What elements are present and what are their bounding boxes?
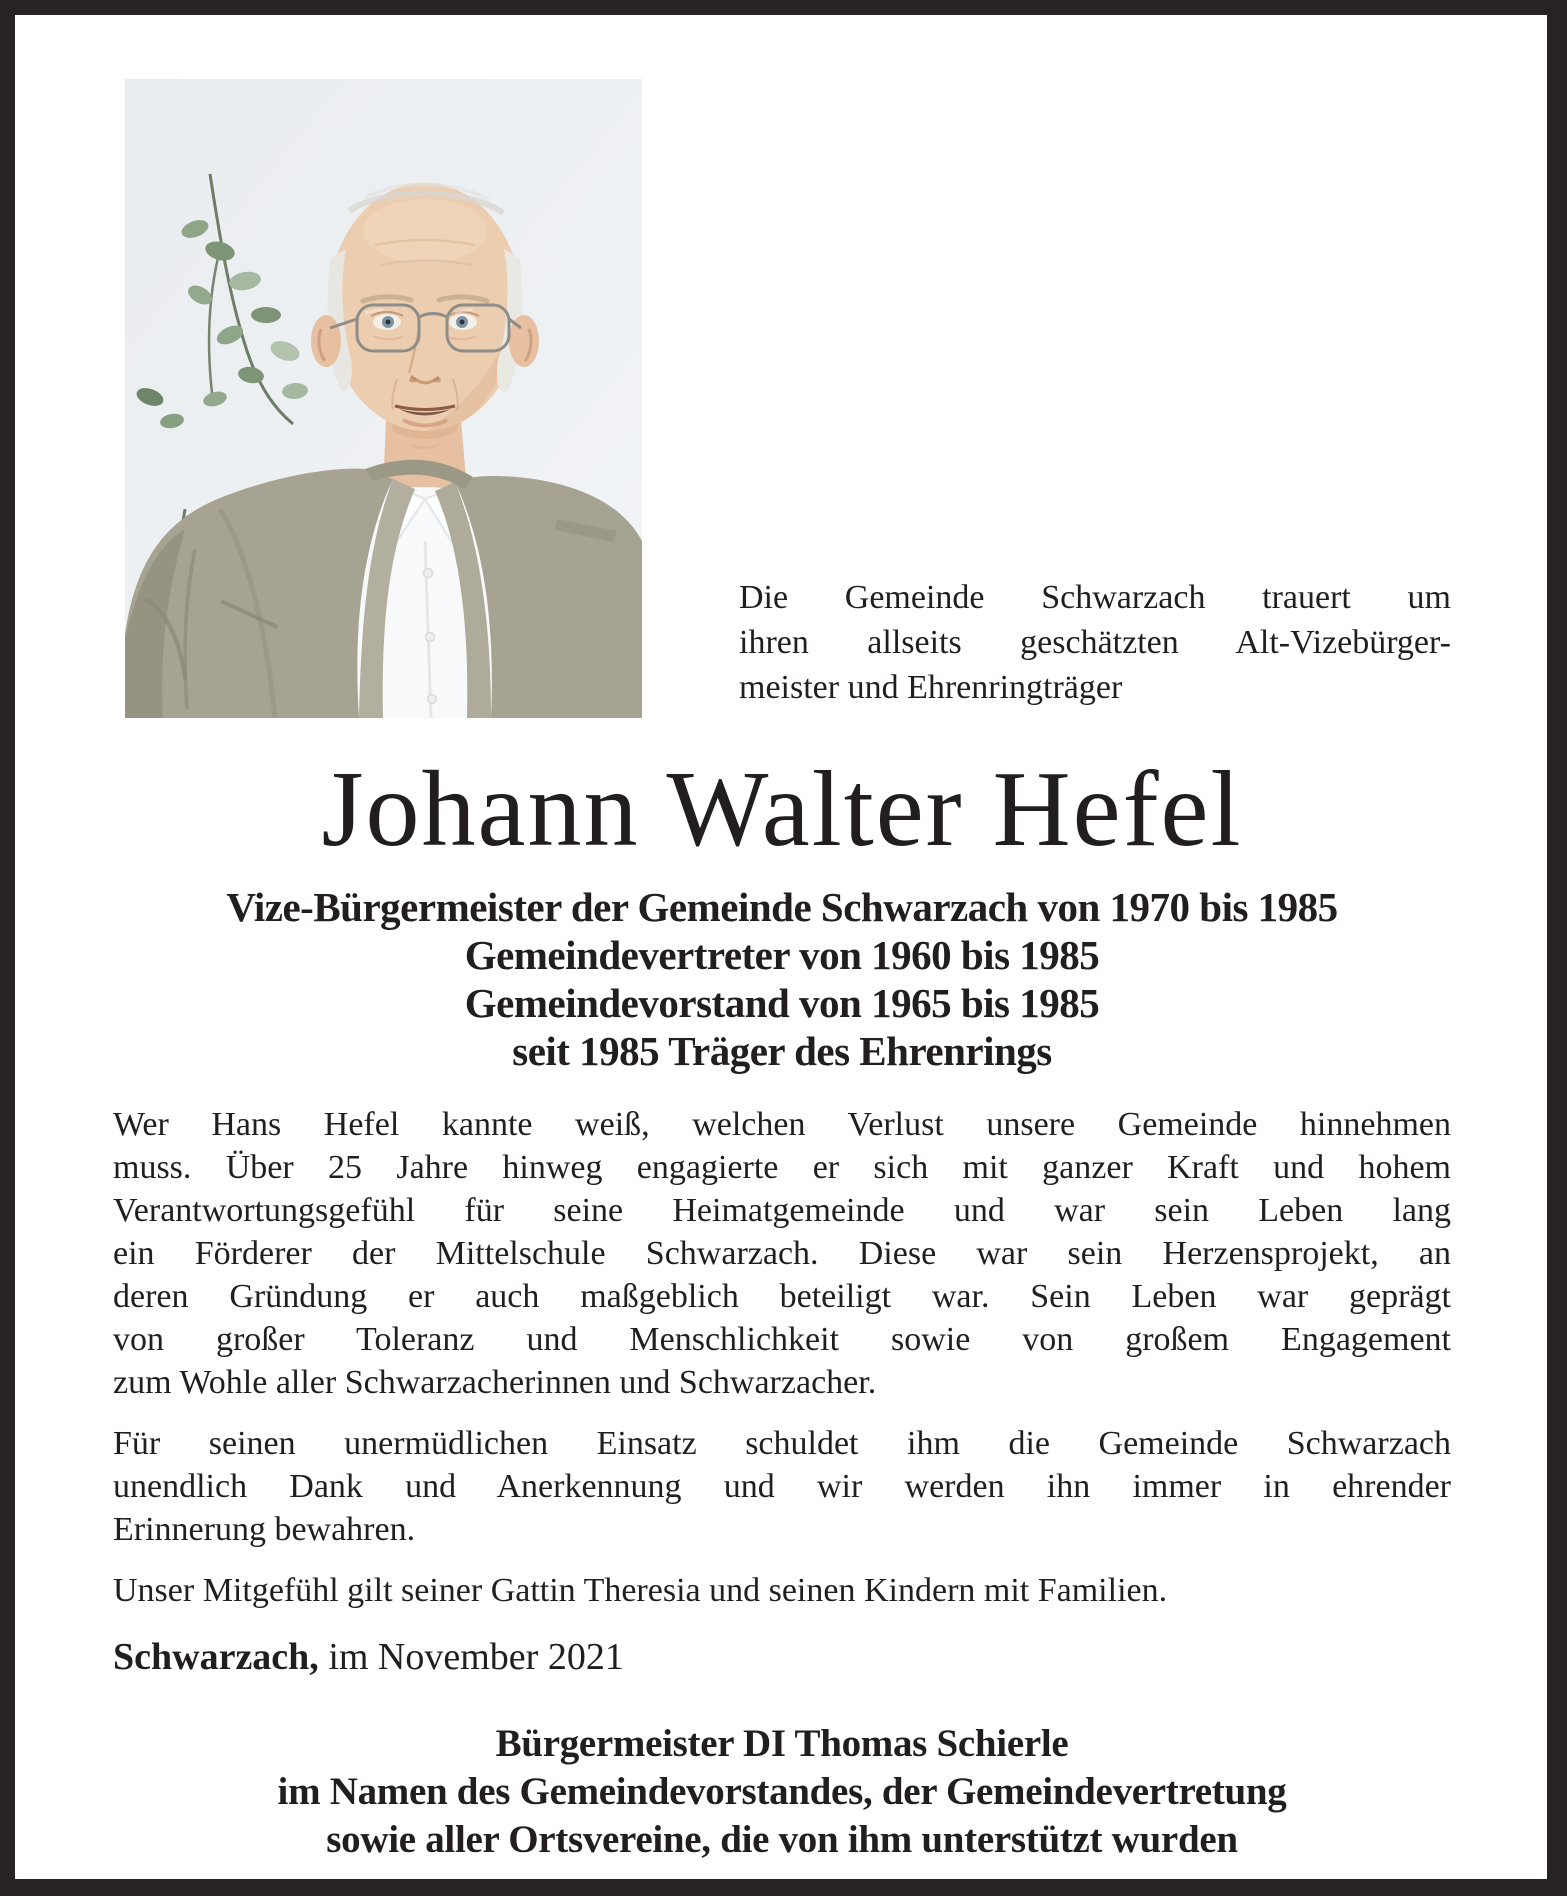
obituary-body <box>113 1103 1451 1612</box>
deceased-name: Johann Walter Hefel <box>321 750 1243 869</box>
intro-line: ihren allseits geschätzten Alt-Vizebürger- <box>739 624 1451 661</box>
portrait-photo-drawing <box>125 79 642 718</box>
signature-line: im Namen des Gemeindevorstandes, der Gemeindevertretung <box>277 1769 1287 1813</box>
titles-block <box>113 883 1451 1075</box>
dateline-place: Schwarzach, <box>113 1635 319 1678</box>
title-line: Vize-Bürgermeister der Gemeinde Schwarzach von 1970 bis 1985 <box>226 883 1338 930</box>
portrait-photo <box>125 79 642 718</box>
body-line: von großer Toleranz und Menschlichkeit sowie von großem Engagement <box>113 1320 1451 1358</box>
paragraph-1 <box>113 1103 1451 1404</box>
body-line: muss. Über 25 Jahre hinweg engagierte er sich mit ganzer Kraft und hohem <box>113 1148 1451 1186</box>
body-line: Wer Hans Hefel kannte weiß, welchen Verlust unsere Gemeinde hinnehmen <box>113 1105 1451 1143</box>
intro-line: meister und Ehrenringträger <box>739 669 1123 706</box>
signature-line: sowie aller Ortsvereine, die von ihm unterstützt wurden <box>326 1817 1238 1861</box>
title-line: Gemeindevertreter von 1960 bis 1985 <box>464 931 1100 978</box>
dateline-date: im November 2021 <box>328 1635 624 1678</box>
body-line: deren Gründung er auch maßgeblich beteiligt war. Sein Leben war geprägt <box>113 1277 1451 1315</box>
body-line: ein Förderer der Mittelschule Schwarzach. Diese war sein Herzensprojekt, an <box>113 1234 1451 1272</box>
body-line: zum Wohle aller Schwarzacherinnen und Schwarzacher. <box>113 1363 877 1401</box>
header-row <box>113 79 1451 718</box>
title-line: seit 1985 Träger des Ehrenrings <box>512 1027 1052 1074</box>
body-line: unendlich Dank und Anerkennung und wir werden ihn immer in ehrender <box>113 1467 1451 1505</box>
body-line: Unser Mitgefühl gilt seiner Gattin Theresia und seinen Kindern mit Familien. <box>113 1571 1168 1609</box>
title-line: Gemeindevorstand von 1965 bis 1985 <box>464 979 1100 1026</box>
intro-text <box>739 575 1451 710</box>
intro-line: Die Gemeinde Schwarzach trauert um <box>739 579 1451 616</box>
signature-line: Bürgermeister DI Thomas Schierle <box>495 1721 1069 1765</box>
ear-left <box>311 315 341 367</box>
paragraph-2 <box>113 1422 1451 1551</box>
paragraph-3 <box>113 1569 1451 1612</box>
body-line: Für seinen unermüdlichen Einsatz schuldet ihm die Gemeinde Schwarzach <box>113 1424 1451 1462</box>
signature-block <box>113 1720 1451 1864</box>
body-line: Erinnerung bewahren. <box>113 1510 416 1548</box>
body-line: Verantwortungsgefühl für seine Heimatgemeinde und war sein Leben lang <box>113 1191 1451 1229</box>
obituary-content <box>15 15 1547 1879</box>
dateline <box>113 1634 1451 1680</box>
